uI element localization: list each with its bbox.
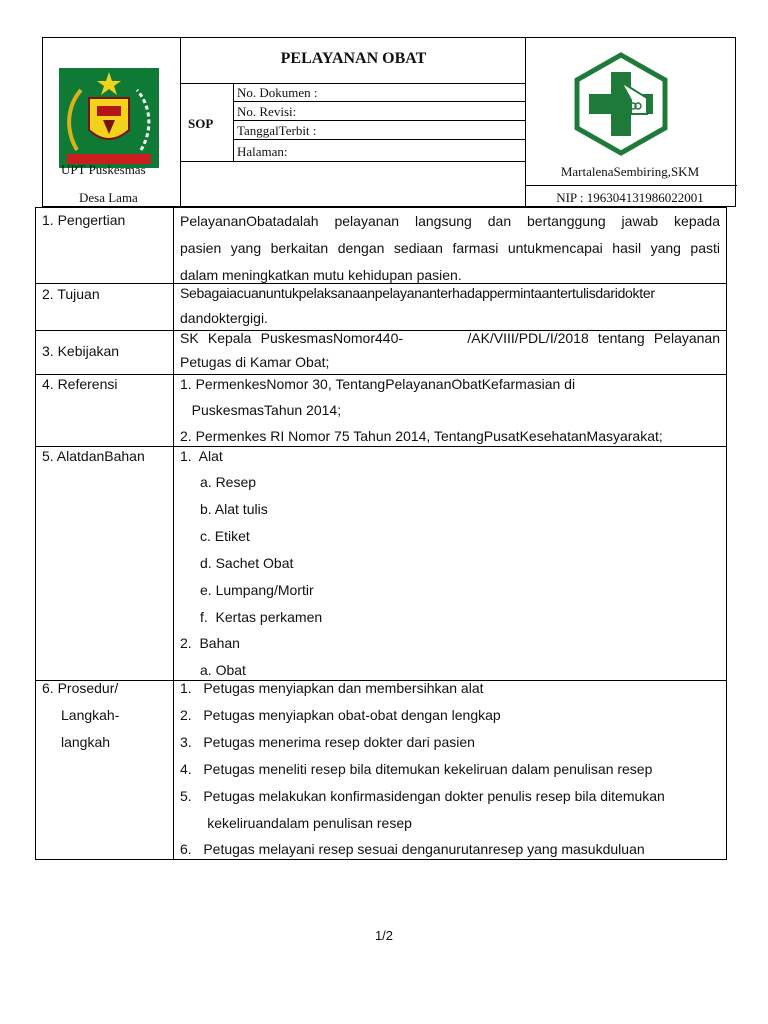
list-item: a. Resep bbox=[200, 474, 257, 490]
signer-divider bbox=[525, 185, 737, 186]
alat-heading: 1. Alat bbox=[180, 448, 223, 464]
sop-body-table bbox=[35, 207, 727, 860]
row-label: 3. Kebijakan bbox=[42, 343, 120, 359]
row-label: 2. Tujuan bbox=[42, 286, 100, 302]
procedure-step: 6. Petugas melayani resep sesuai denganurutanresep yang masukduluan bbox=[180, 841, 645, 857]
text-line: PuskesmasTahun 2014; bbox=[180, 402, 342, 418]
row-label: 5. AlatdanBahan bbox=[42, 448, 145, 464]
text-line: SK Kepala PuskesmasNomor440- /AK/VIII/PDL/I/2018 tentang Pelayanan bbox=[180, 330, 720, 346]
row-label: langkah bbox=[61, 734, 111, 750]
column-divider bbox=[173, 681, 174, 859]
procedure-step: 5. Petugas melakukan konfirmasidengan dokter penulis resep bila ditemukan bbox=[180, 788, 665, 804]
row-referensi bbox=[35, 375, 727, 447]
document-title: PELAYANAN OBAT bbox=[280, 50, 427, 67]
text-line: dandoktergigi. bbox=[180, 310, 268, 326]
sop-divider bbox=[233, 83, 234, 161]
row-label: 4. Referensi bbox=[42, 376, 118, 392]
row-content bbox=[180, 281, 720, 331]
text-line: dalam meningkatkan mutu kehidupan pasien. bbox=[180, 267, 462, 283]
page-field: Halaman: bbox=[237, 144, 288, 159]
row-content bbox=[180, 326, 720, 374]
list-item: d. Sachet Obat bbox=[200, 555, 294, 571]
row-label: 6. Prosedur/ bbox=[42, 680, 119, 696]
signer-nip: NIP : 196304131986022001 bbox=[556, 190, 704, 205]
procedure-step: kekeliruandalam penulisan resep bbox=[180, 815, 412, 831]
text-line: Sebagaiacuanuntukpelaksanaanpelayananterhadappermintaantertulisdaridokter bbox=[180, 285, 655, 301]
page-number: 1/2 bbox=[374, 928, 394, 943]
column-divider bbox=[173, 331, 174, 374]
column-divider bbox=[173, 208, 174, 283]
row-content bbox=[180, 371, 720, 449]
row-alat-bahan bbox=[35, 447, 727, 681]
regional-emblem-icon bbox=[59, 68, 159, 168]
doc-block-bottom bbox=[180, 161, 525, 162]
text-line: Petugas di Kamar Obat; bbox=[180, 354, 330, 370]
text-line: pasien yang berkaitan dengan sediaan farmasi untukmencapai hasil yang pasti bbox=[180, 240, 720, 256]
row-tujuan bbox=[35, 284, 727, 331]
revision-field: No. Revisi: bbox=[237, 104, 297, 119]
puskesmas-logo-icon bbox=[571, 52, 671, 156]
bahan-heading: 2. Bahan bbox=[180, 635, 240, 651]
procedure-step: 1. Petugas menyiapkan dan membersihkan alat bbox=[180, 680, 484, 696]
text-line: 2. Permenkes RI Nomor 75 Tahun 2014, TentangPusatKesehatanMasyarakat; bbox=[180, 428, 663, 444]
text-line: PelayananObatadalah pelayanan langsung dan bertanggung jawab kepada bbox=[180, 213, 720, 229]
column-divider bbox=[173, 447, 174, 680]
row-label: Langkah- bbox=[61, 707, 120, 723]
row-pengertian bbox=[35, 207, 727, 284]
doc-number-field: No. Dokumen : bbox=[237, 85, 318, 100]
doc-row-divider bbox=[233, 101, 525, 102]
issue-date-field: TanggalTerbit : bbox=[237, 123, 317, 138]
list-item: a. Obat bbox=[200, 662, 246, 678]
signer-name: MartalenaSembiring,SKM bbox=[560, 164, 700, 179]
procedure-step: 3. Petugas menerima resep dokter dari pasien bbox=[180, 734, 475, 750]
list-item: f. Kertas perkamen bbox=[200, 609, 323, 625]
list-item: e. Lumpang/Mortir bbox=[200, 582, 314, 598]
row-kebijakan bbox=[35, 331, 727, 375]
sop-label: SOP bbox=[188, 116, 214, 131]
column-divider bbox=[173, 375, 174, 446]
doc-row-divider bbox=[233, 139, 525, 140]
row-content bbox=[180, 208, 720, 289]
text-line: 1. PermenkesNomor 30, TentangPelayananObatKefarmasian di bbox=[180, 376, 576, 392]
row-prosedur bbox=[35, 681, 727, 860]
procedure-step: 2. Petugas menyiapkan obat-obat dengan lengkap bbox=[180, 707, 501, 723]
doc-row-divider bbox=[233, 120, 525, 121]
title-divider bbox=[180, 83, 525, 84]
row-label: 1. Pengertian bbox=[42, 212, 126, 228]
puskesmas-name: UPT Puskesmas bbox=[61, 162, 146, 177]
procedure-step: 4. Petugas meneliti resep bila ditemukan kekeliruan dalam penulisan resep bbox=[180, 761, 653, 777]
puskesmas-location: Desa Lama bbox=[79, 190, 138, 205]
list-item: c. Etiket bbox=[200, 528, 250, 544]
list-item: b. Alat tulis bbox=[200, 501, 268, 517]
sop-header bbox=[42, 37, 736, 207]
column-divider bbox=[173, 284, 174, 330]
